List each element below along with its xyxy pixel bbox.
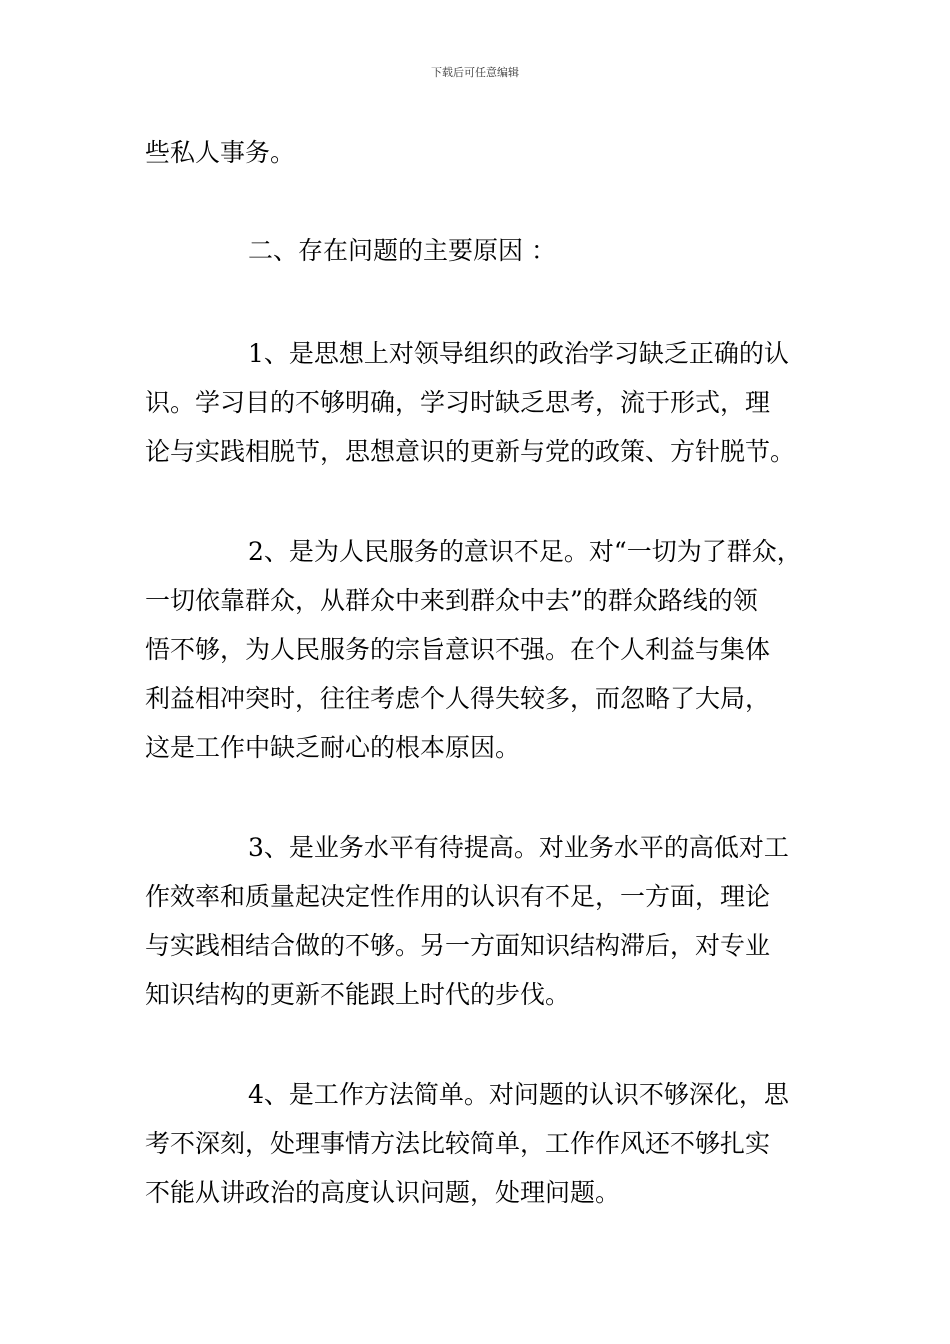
- text-line: 这是工作中缺乏耐心的根本原因。: [145, 733, 521, 762]
- paragraph-2: [145, 527, 810, 772]
- text-line: 与实践相结合做的不够。另一方面知识结构滞后，对专业: [145, 931, 771, 960]
- text-line: 些私人事务。: [145, 138, 296, 167]
- paragraph-fragment: [145, 128, 810, 177]
- paragraph-1: [145, 329, 810, 476]
- text-line: 考不深刻，处理事情方法比较简单，工作作风还不够扎实: [145, 1129, 771, 1158]
- text-line: 3、是业务水平有待提高。对业务水平的高低对工: [248, 833, 789, 862]
- text-line: 2、是为人民服务的意识不足。对“一切为了群众，: [248, 537, 802, 566]
- section-heading-text: 二、存在问题的主要原因 ：: [248, 236, 556, 265]
- text-line: 利益相冲突时，往往考虑个人得失较多，而忽略了大局，: [145, 684, 771, 713]
- text-line: 一切依靠群众，从群众中来到群众中去”的群众路线的领: [145, 586, 758, 615]
- text-line: 论与实践相脱节，思想意识的更新与党的政策、方针脱节。: [145, 437, 796, 466]
- text-line: 识。学习目的不够明确，学习时缺乏思考，流于形式，理: [145, 388, 771, 417]
- text-line: 悟不够，为人民服务的宗旨意识不强。在个人利益与集体: [145, 635, 771, 664]
- paragraph-3: [145, 823, 810, 1019]
- header-note: 下载后可任意编辑: [431, 66, 519, 79]
- text-line: 不能从讲政治的高度认识问题，处理问题。: [145, 1178, 621, 1207]
- paragraph-4: [145, 1070, 810, 1217]
- section-heading: [145, 226, 810, 275]
- text-line: 作效率和质量起决定性作用的认识有不足，一方面，理论: [145, 882, 771, 911]
- text-line: 1、是思想上对领导组织的政治学习缺乏正确的认: [248, 339, 789, 368]
- text-line: 4、是工作方法简单。对问题的认识不够深化，思: [248, 1080, 789, 1109]
- text-line: 知识结构的更新不能跟上时代的步伐。: [145, 980, 571, 1009]
